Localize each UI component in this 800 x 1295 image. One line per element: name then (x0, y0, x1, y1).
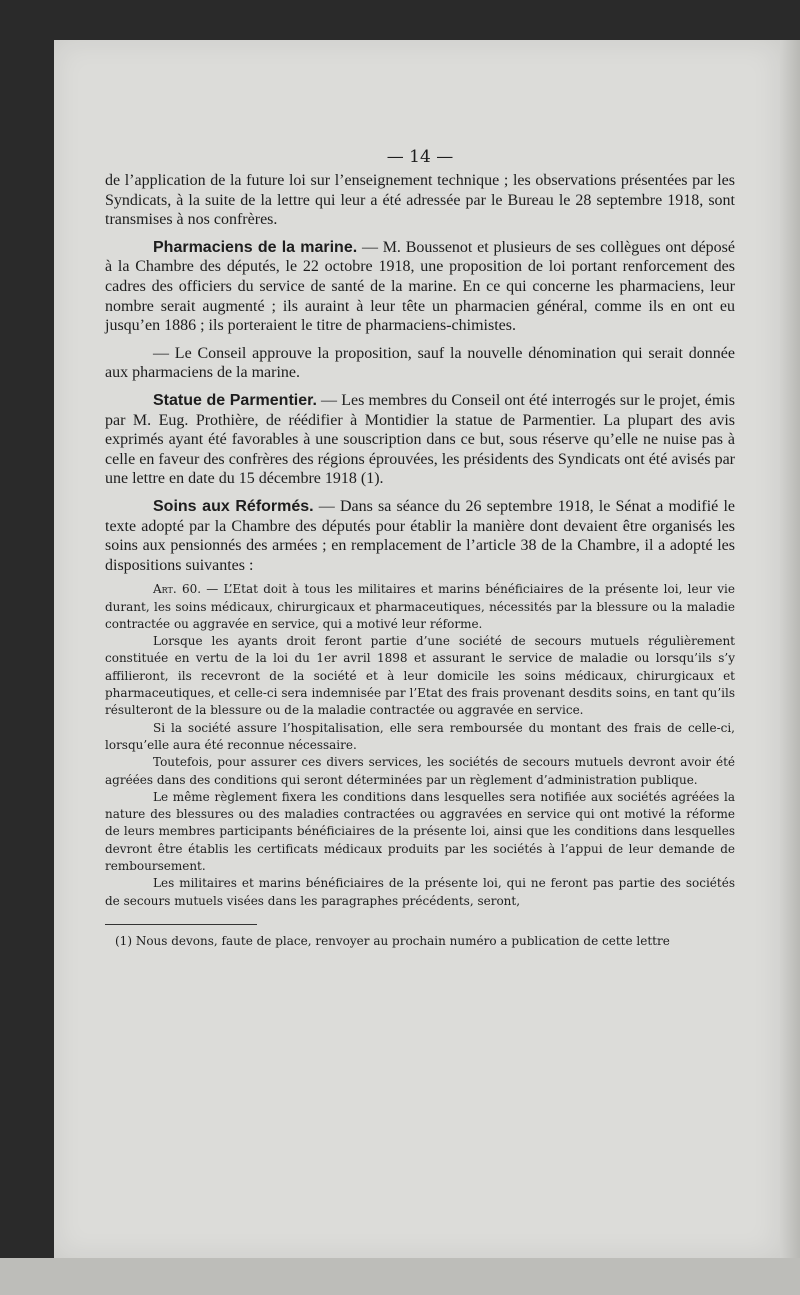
section-soins-reformes (105, 497, 735, 575)
article-text: — L’Etat doit à tous les militaires et marins bénéficiaires de la présente loi, leur vie durant, les soins médicaux, chirurgicaux et pharmaceutiques, nécessités par la blessure ou la maladie contractée ou aggravée en service, qui a motivé leur réforme. (105, 582, 735, 631)
intro-paragraph: de l’application de la future loi sur l’enseignement technique ; les observations présentées par les Syndicats, à la suite de la lettre qui leur a été adressée par le Bureau le 28 septembre 1918, sont transmises à nos confrères. (105, 172, 735, 229)
section-text: — Les membres du Conseil ont été interrogés sur le projet, émis par M. Eug. Prothière, de réédifier à Montidier la statue de Parmentier. La plupart des avis exprimés ayant été favorables à une souscription dans ce but, sous réserve qu’elle ne nuise pas à celle en faveur des confrères des régions éprouvées, les présidents des Syndicats ont été avisés par une lettre en date du 15 décembre 1918 (1). (105, 391, 735, 488)
article-paragraph: Si la société assure l’hospitalisation, elle sera remboursée du montant des frais de celle-ci, lorsqu’elle aura été reconnue nécessaire. (105, 720, 735, 752)
article-paragraph: Le même règlement fixera les conditions dans lesquelles sera notifiée aux sociétés agréées la nature des blessures ou des maladies contractées ou aggravées en service qui ont motivé la réforme de leurs membres participants bénéficiaires de la présente loi, ainsi que les conditions dans lesquelles devront être établis les certificats médicaux produits par les sociétés à l’appui de leur demande de remboursement. (105, 789, 735, 874)
article-paragraph (105, 581, 735, 633)
section-text: — Dans sa séance du 26 septembre 1918, le Sénat a modifié le texte adopté par la Chambre des députés pour établir la manière dont devaient être organisés les soins aux pensionnés des armées ; en remplacement de l’article 38 de la Chambre, il a adopté les dispositions suivantes : (105, 497, 735, 574)
section-heading: Soins aux Réformés. (153, 497, 314, 515)
section-pharmaciens-marine (105, 238, 735, 336)
section-text: — M. Boussenot et plusieurs de ses collègues ont déposé à la Chambre des députés, le 22 octobre 1918, une proposition de loi portant renforcement des cadres des officiers du service de santé de la marine. En ce qui concerne les pharmaciens, leur nombre serait augmenté ; ils auraint à leur tête un pharmacien général, comme ils en ont eu jusqu’en 1886 ; ils porteraient le titre de pharmaciens-chimistes. (105, 238, 735, 335)
page-number: — 14 — (386, 147, 454, 167)
article-paragraph: Les militaires et marins bénéficiaires de la présente loi, qui ne feront pas partie des sociétés de secours mutuels visées dans les paragraphes précédents, seront, (105, 876, 735, 908)
section-statue-parmentier (105, 391, 735, 489)
page-edge (780, 40, 800, 1258)
article-label: Art. 60. (153, 582, 202, 597)
section-paragraph: — Le Conseil approuve la proposition, sauf la nouvelle dénomination qui serait donnée aux pharmaciens de la marine. (105, 344, 735, 382)
section-heading: Statue de Parmentier. (153, 391, 317, 409)
section-heading: Pharmaciens de la marine. (153, 238, 358, 256)
footnote: (1) Nous devons, faute de place, renvoyer au prochain numéro a publication de cette lettre (115, 933, 670, 948)
article-paragraph: Lorsque les ayants droit feront partie d’une société de secours mutuels régulièrement constituée en vertu de la loi du 1er avril 1898 et assurant le service de maladie ou lorsqu’ils s’y affilieront, ils recevront de la société et à leur domicile les soins médicaux, chirurgicaux et pharmaceutiques, et celle-ci sera indemnisée par l’Etat des frais provenant desdits soins, en tant qu’ils résulteront de la blessure ou de la maladie contractée ou aggravée en service. (105, 634, 735, 718)
footnote-divider (105, 924, 257, 925)
article-paragraph: Toutefois, pour assurer ces divers services, les sociétés de secours mutuels devront avoir été agréées dans des conditions qui seront déterminées par un règlement d’administration publique. (105, 755, 735, 787)
page-content (105, 147, 735, 950)
scan-margin (0, 1258, 800, 1295)
